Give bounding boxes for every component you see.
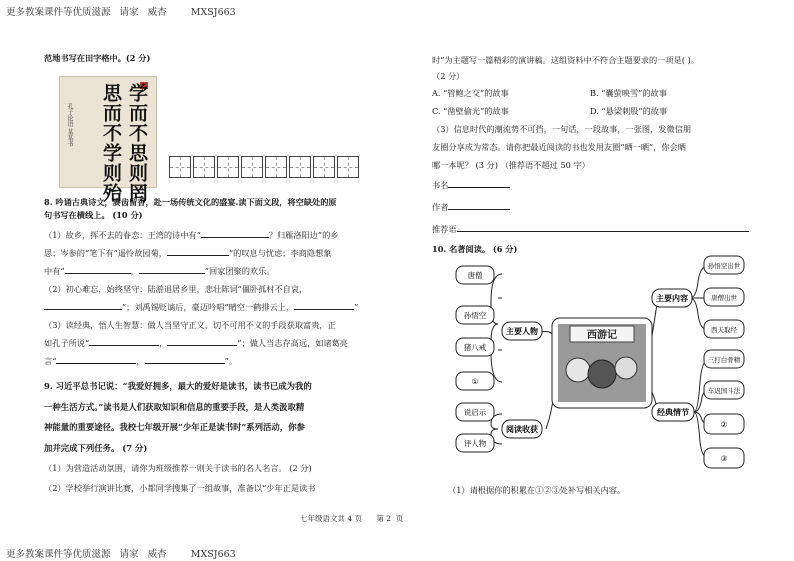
author-input[interactable] (448, 200, 510, 210)
answer-blank[interactable] (89, 336, 159, 346)
calligraphy-column-1: 学而不思则罔 (126, 83, 148, 203)
q9-sub1: （1）为营造活动氛围，请你为班级推荐一则关于读书的名人名言。 (2 分) (44, 463, 312, 473)
option-b[interactable]: B. “囊萤映雪”的故事 (590, 88, 667, 98)
recommend-input[interactable] (457, 222, 749, 232)
calligraphy-signature: 孔子论语 某某书 (66, 103, 73, 147)
center-label: 西游记 (587, 330, 617, 341)
q8-title-2: 句书写在横线上。 (10 分) (44, 210, 143, 220)
calligraphy-column-2: 思而不学则殆 (100, 83, 122, 203)
q10-title: 10. 名著阅读。 (6 分) (432, 244, 518, 254)
q8-text: ， (130, 266, 139, 276)
q8-text: （3）读经典，悟人生智慧：做人当坚守正义，切不可用不义的手段获取富贵，正 (44, 320, 336, 330)
q8-text: ， (136, 356, 145, 366)
leaf-label: ① (471, 377, 479, 386)
tianzige-box[interactable] (169, 156, 191, 178)
answer-blank[interactable] (167, 336, 237, 346)
q9-line: 神能量的重要途径。我校七年级开展“少年正是读书时”系列活动，你参 (44, 422, 305, 432)
q8-text: ”回家团聚的欢乐。 (204, 266, 275, 276)
question-9 (44, 376, 400, 498)
answer-blank[interactable] (167, 246, 229, 256)
recommend-row (432, 218, 762, 240)
leaf-label: 车迟国斗法 (707, 387, 741, 395)
answer-blank[interactable] (56, 354, 136, 364)
book-name-row (432, 174, 762, 196)
author-label: 作者 (432, 202, 449, 212)
leaf-label: 猪八戒 (463, 343, 487, 352)
q8-text: 思；岑参的“笔下有“遥怜故园菊， (44, 248, 167, 258)
q8-text: 言“ (44, 356, 57, 366)
q8-2-line1 (44, 280, 400, 298)
r-text: 友圈分享成为常态。请你把最近阅读的书也发用友圈“晒一晒”，你会晒 (432, 142, 686, 152)
q10-sub1: （1）请根据你的积累在①②③处补写相关内容。 (448, 485, 626, 495)
page-footer: 七年级语文共 4 页 第 2 页 (300, 514, 404, 523)
r-text: （2 分） (432, 71, 465, 81)
r-text: 哪一本呢？ (3 分) （推荐语不超过 50 字） (432, 160, 590, 170)
leaf-label: 三打白骨精 (707, 356, 741, 364)
tianzige-box[interactable] (337, 156, 359, 178)
mid-label: 主要内容 (656, 294, 688, 303)
q9-line: 9. 习近平总书记说：“我爱好拥多，最大的爱好是读书，读书已成为我的 (44, 381, 312, 391)
leaf-label: 唐僧出世 (711, 294, 737, 302)
leaf-label: ③ (720, 454, 728, 463)
q9-sub2: （2）学校举行演讲比赛，小都同学搜集了一组故事，准备以“少年正是读书 (44, 483, 316, 493)
q8-text: ”；做人当志存高远，如诸葛亮 (237, 338, 348, 348)
q8-1-line3 (44, 262, 400, 280)
answer-blank[interactable] (201, 228, 269, 238)
author-row (432, 196, 762, 218)
leaf-label: 唐僧 (467, 271, 483, 280)
left-leaf-nodes (456, 266, 494, 452)
recommend-label: 推荐语 (432, 224, 457, 234)
mid-label: 经典情节 (657, 408, 689, 417)
q9-line: 加并完成下列任务。 (7 分) (44, 442, 148, 453)
tianzige-box[interactable] (313, 156, 335, 178)
leaf-label: 孙悟空 (463, 311, 487, 320)
q10-subquestion (448, 484, 768, 497)
q8-1-line1 (44, 226, 400, 244)
option-d[interactable]: D. “悬梁刺股”的故事 (590, 106, 668, 116)
q8-text: ”的叹息与忧虑；李商隐想象 (229, 248, 332, 258)
question-8 (44, 196, 400, 370)
leaf-label: 孙悟空出世 (707, 262, 741, 270)
figure-icon (615, 357, 637, 379)
q8-3-line2 (44, 334, 400, 352)
figure-icon (566, 358, 590, 382)
right-column (432, 52, 762, 258)
instruction-line: 范地书写在田字格中。(2 分) (44, 53, 151, 63)
leaf-label: 评人物 (463, 439, 487, 448)
answer-blank[interactable] (44, 300, 122, 310)
q8-text: ， (159, 338, 168, 348)
tianzige-box[interactable] (265, 156, 287, 178)
book-name-input[interactable] (448, 178, 510, 188)
book-name-label: 书名 (432, 180, 449, 190)
q8-text: 中有“ (44, 266, 65, 276)
option-a[interactable]: A. “管鲍之交”的故事 (432, 88, 509, 98)
q8-text: ”；刘禹锡贬谪后，豪迈吟唱“晴空一鹤排云上， (122, 302, 295, 312)
figure-icon (588, 360, 616, 388)
tianzige-box[interactable] (289, 156, 311, 178)
calligraphy-chars (100, 83, 148, 203)
q8-text: （1）故乡，挥不去的眷恋：王湾的诗中有“ (44, 230, 201, 240)
answer-blank[interactable] (145, 354, 225, 364)
leaf-label: 说启示 (463, 408, 487, 417)
q8-title: 8. 吟诵古典诗文，赓齿留香，赴一场传统文化的盛宴.读下面文段，将空缺处的原 (44, 197, 337, 207)
q8-text: 如孔子所说“ (44, 338, 90, 348)
answer-blank[interactable] (65, 264, 131, 274)
left-mid-nodes (502, 322, 542, 438)
tianzige-box[interactable] (241, 156, 263, 178)
mind-map (446, 252, 752, 478)
center-node (552, 318, 652, 408)
q9-line: 一种生活方式。”读书是人们获取知识和信息的重要手段，是人类汲取精 (44, 401, 305, 412)
answer-blank[interactable] (139, 264, 205, 274)
page-bottom-header: 更多教案课件等优质滋源 请家 威杏 MXSJ663 (6, 549, 236, 560)
r-text: 时”为主题写一篇精彩的演讲稿。这组资料中不符合主题要求的一项是( )。 (432, 55, 699, 65)
r-text: （3）信息时代的潮流势不可挡，一句话，一段故事，一张图，发微信朋 (432, 124, 692, 134)
calligraphy-image (59, 76, 157, 203)
tianzige-box[interactable] (193, 156, 215, 178)
q8-3-line3 (44, 352, 400, 370)
q8-text: ？归雁洛阳边”的乡 (268, 230, 339, 240)
page-header: 更多教案课件等优质滋源 请家 威杏 MXSJ663 (6, 7, 236, 18)
leaf-label: ② (720, 420, 728, 429)
option-c[interactable]: C. “凿壁偷光”的故事 (432, 106, 509, 116)
right-mid-nodes (652, 289, 694, 421)
options-row-2 (432, 102, 762, 120)
q8-1-line2 (44, 244, 400, 262)
mid-label: 阅读收获 (506, 425, 538, 434)
tianzige-box[interactable] (217, 156, 239, 178)
q8-3-line1 (44, 316, 400, 334)
left-column (44, 52, 396, 65)
right-leaf-nodes (704, 256, 744, 468)
q8-text: （2）初心难忘，始终坚守：陆游退居乡里，悲壮陈词“僵卧孤村不自哀， (44, 284, 308, 294)
q8-text: ”。 (224, 356, 237, 366)
mid-label: 主要人物 (506, 327, 538, 336)
leaf-label: 西天取经 (711, 326, 737, 334)
answer-blank[interactable] (294, 300, 354, 310)
options-row-1 (432, 84, 762, 102)
q8-2-line2: ”；刘禹锡贬谪后，豪迈吟唱“晴空一鹤排云上， ” (44, 298, 400, 316)
